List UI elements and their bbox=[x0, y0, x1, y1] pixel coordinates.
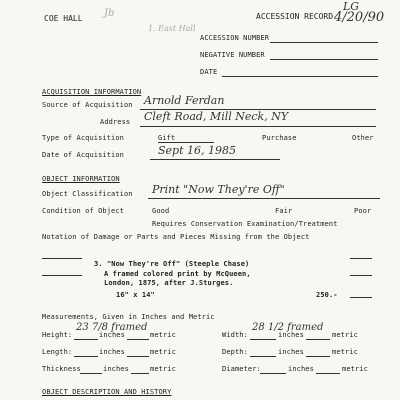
entry-size: 16" x 14" bbox=[116, 291, 155, 299]
height-value: 23 7/8 framed bbox=[76, 322, 148, 333]
accession-number-label: ACCESSION NUMBER bbox=[200, 34, 270, 42]
acq-date-line[interactable] bbox=[150, 159, 280, 160]
classification-value: Print "Now They're Off" bbox=[152, 183, 285, 196]
address-value: Cleft Road, Mill Neck, NY bbox=[144, 110, 289, 123]
diameter-label: Diameter: bbox=[222, 365, 261, 373]
depth-metric: metric bbox=[332, 348, 358, 356]
depth-inches-line[interactable] bbox=[250, 356, 276, 357]
thickness-metric: metric bbox=[150, 365, 176, 373]
diameter-inches: inches bbox=[288, 365, 314, 373]
source-value: Arnold Ferdan bbox=[144, 94, 225, 107]
depth-inches: inches bbox=[278, 348, 304, 356]
address-label: Address bbox=[100, 118, 131, 126]
height-inches: inches bbox=[99, 331, 125, 339]
width-value: 28 1/2 framed bbox=[252, 322, 324, 333]
type-option-other[interactable]: Other bbox=[352, 134, 374, 142]
handwritten-code: LG bbox=[343, 0, 360, 13]
condition-option-good[interactable]: Good bbox=[152, 207, 170, 215]
width-metric: metric bbox=[332, 331, 358, 339]
acq-date-label: Date of Acquisition bbox=[42, 151, 124, 159]
width-inches-line[interactable] bbox=[250, 339, 276, 340]
entry-line-right-2 bbox=[350, 275, 372, 276]
condition-option-poor[interactable]: Poor bbox=[354, 207, 372, 215]
thickness-metric-line[interactable] bbox=[131, 373, 149, 374]
diameter-inches-line[interactable] bbox=[260, 373, 286, 374]
entry-price: 250.- bbox=[316, 291, 338, 299]
width-label: Width: bbox=[222, 331, 248, 339]
damage-label: Notation of Damage or Parts and Pieces Missing from the Object bbox=[42, 233, 310, 241]
length-inches: inches bbox=[99, 348, 125, 356]
conservation-text[interactable]: Requires Conservation Examination/Treatment bbox=[152, 220, 338, 228]
source-label: Source of Acquisition bbox=[42, 101, 133, 109]
height-metric-line[interactable] bbox=[127, 339, 149, 340]
length-inches-line[interactable] bbox=[74, 356, 98, 357]
accession-record-label: ACCESSION RECORD bbox=[256, 12, 334, 21]
handwritten-date: 4/20/90 bbox=[334, 10, 385, 25]
acquisition-section-title: ACQUISITION INFORMATION bbox=[42, 88, 142, 96]
depth-label: Depth: bbox=[222, 348, 248, 356]
institution-name: COE HALL bbox=[44, 14, 83, 23]
length-metric: metric bbox=[150, 348, 176, 356]
entry-title: 3. "Now They're Off" (Steeple Chase) bbox=[94, 260, 250, 268]
date-line[interactable] bbox=[222, 76, 378, 77]
entry-line-right-1 bbox=[350, 258, 372, 259]
length-metric-line[interactable] bbox=[127, 356, 149, 357]
diameter-metric-line[interactable] bbox=[316, 373, 340, 374]
height-metric: metric bbox=[150, 331, 176, 339]
accession-number-line[interactable] bbox=[270, 42, 378, 43]
negative-number-label: NEGATIVE NUMBER bbox=[200, 51, 265, 59]
depth-metric-line[interactable] bbox=[306, 356, 330, 357]
object-section-title: OBJECT INFORMATION bbox=[42, 175, 120, 183]
height-inches-line[interactable] bbox=[74, 339, 98, 340]
thickness-inches: inches bbox=[103, 365, 129, 373]
entry-line-3: London, 1875, after J.Sturges. bbox=[104, 279, 234, 287]
thickness-label: Thickness bbox=[42, 365, 81, 373]
type-option-purchase[interactable]: Purchase bbox=[262, 134, 297, 142]
handwritten-location: 1. East Hall bbox=[148, 24, 196, 33]
classification-label: Object Classification bbox=[42, 190, 133, 198]
entry-line-right-3 bbox=[350, 297, 372, 298]
height-label: Height: bbox=[42, 331, 73, 339]
entry-line-left-2 bbox=[42, 275, 82, 276]
type-option-gift[interactable]: Gift bbox=[158, 134, 176, 142]
margin-mark: Jb bbox=[104, 8, 115, 19]
measurements-title: Measurements, Given in Inches and Metric bbox=[42, 313, 215, 321]
entry-line-left-1 bbox=[42, 258, 82, 259]
width-metric-line[interactable] bbox=[306, 339, 330, 340]
type-label: Type of Acquisition bbox=[42, 134, 124, 142]
condition-option-fair[interactable]: Fair bbox=[275, 207, 293, 215]
negative-number-line[interactable] bbox=[270, 59, 378, 60]
diameter-metric: metric bbox=[342, 365, 368, 373]
date-label: DATE bbox=[200, 68, 218, 76]
address-line[interactable] bbox=[140, 126, 376, 127]
classification-line[interactable] bbox=[148, 198, 380, 199]
gift-line bbox=[158, 142, 214, 143]
entry-line-2: A framed colored print by McQueen, bbox=[104, 270, 251, 278]
width-inches: inches bbox=[278, 331, 304, 339]
length-label: Length: bbox=[42, 348, 73, 356]
description-section-title: OBJECT DESCRIPTION AND HISTORY bbox=[42, 388, 172, 396]
acq-date-value: Sept 16, 1985 bbox=[158, 144, 236, 157]
thickness-inches-line[interactable] bbox=[80, 373, 102, 374]
condition-label: Condition of Object bbox=[42, 207, 124, 215]
